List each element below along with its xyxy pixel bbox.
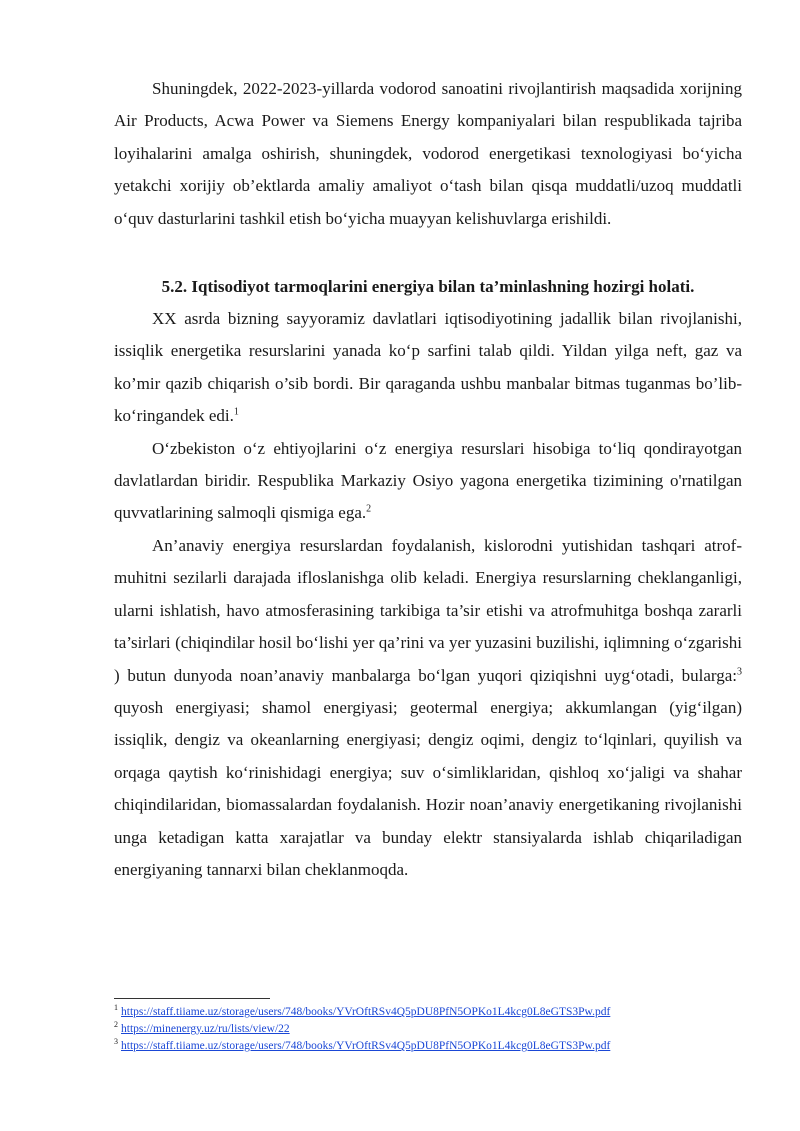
footnote-item (114, 1004, 754, 1021)
footnote-item (114, 1021, 754, 1038)
document-body (114, 73, 742, 886)
footnote-ref[interactable]: 3 (737, 665, 742, 677)
footnote-number: 2 (114, 1020, 118, 1030)
paragraph-text: quyosh energiyasi; shamol energiyasi; geotermal energiya; akkumlangan (yig‘ilgan) issiqlik, dengiz va okeanlarning energiyasi; dengiz oqimi, dengiz to‘lqinlari, quyilish va orqaga qaytish ko‘rinishidagi energiya; suv o‘simliklaridan, qishloq xo‘jaligi va shahar chiqindilaridan, biomassalardan foydalanish. Hozir noan’anaviy energetikaning rivojlanishi unga ketadigan katta xarajatlar va bunday elektr stansiyalarda ishlab chiqariladigan energiyaning tannarxi bilan cheklanmoqda. (114, 697, 742, 879)
footnote-ref[interactable]: 1 (233, 406, 239, 418)
paragraph-text: XX asrda bizning sayyoramiz davlatlari iqtisodiyotining jadallik bilan rivojlanishi, issiqlik energetika resurslarini yanada ko‘p sarfini talab qildi. Yildan yilga neft, gaz va ko’mir qazib chiqarish o’sib bordi. Bir qaraganda ushbu manbalar bitmas tuganmas bo’lib-ko‘ringandek edi. (114, 309, 742, 426)
footnote-number: 1 (114, 1003, 118, 1013)
footnotes-section (114, 998, 754, 1055)
footnote-item (114, 1038, 754, 1055)
footnote-link[interactable]: https://staff.tiiame.uz/storage/users/748/books/YVrOftRSv4Q5pDU8PfN5OPKo1L4kcg0L8eGTS3Pw.pdf (121, 1040, 611, 1052)
paragraph-text: O‘zbekiston o‘z ehtiyojlarini o‘z energiya resurslari hisobiga to‘liq qondirayotgan davlatlardan biridir. Respublika Markaziy Osiyo yagona energetika tizimining o'rnatilgan quvvatlarining salmoqli qismiga ega. (114, 438, 742, 523)
section-heading: 5.2. Iqtisodiyot tarmoqlarini energiya bilan ta’minlashning hozirgi holati. (161, 277, 695, 297)
footnote-link[interactable]: https://staff.tiiame.uz/storage/users/748/books/YVrOftRSv4Q5pDU8PfN5OPKo1L4kcg0L8eGTS3Pw.pdf (121, 1006, 611, 1018)
paragraph-text: An’anaviy energiya resurslardan foydalanish, kislorodni yutishidan tashqari atrof-muhitni sezilarli darajada ifloslanishga olib keladi. Energiya resurslarning cheklanganligi, ularni ishlatish, havo atmosferasining tarkibiga ta’sir etishi va atrofmuhitga boshqa zararli ta’sirlari (chiqindilar hosil bo‘lishi yer qa’rini va yer yuzasini buzilishi, iqlimning o‘zgarishi ) butun dunyoda noan’anaviy manbalarga bo‘lgan yuqori qiziqishni uyg‘otadi, bularga: (114, 535, 742, 685)
paragraph-hydrogen-agreements: Shuningdek, 2022-2023-yillarda vodorod sanoatini rivojlantirish maqsadida xorijning Air Products, Acwa Power va Siemens Energy kompaniyalari bilan respublikada tajriba loyihalarini amalga oshirish, shuningdek, vodorod energetikasi texnologiyasi bo‘yicha yetakchi xorijiy ob’ektlarda amaliy amaliyot o‘tash bilan qisqa muddatli/uzoq muddatli o‘quv dasturlarini tashkil etish bo‘yicha muayyan kelishuvlarga erishildi. (114, 79, 742, 228)
footnote-link[interactable]: https://minenergy.uz/ru/lists/view/22 (121, 1023, 290, 1035)
paragraph-renewable-sources (114, 530, 742, 886)
paragraph-uzbekistan-resources (114, 433, 742, 530)
footnote-ref[interactable]: 2 (366, 503, 372, 515)
paragraph-energy-demand (114, 303, 742, 433)
footnote-divider (114, 998, 270, 999)
footnote-number: 3 (114, 1037, 118, 1047)
